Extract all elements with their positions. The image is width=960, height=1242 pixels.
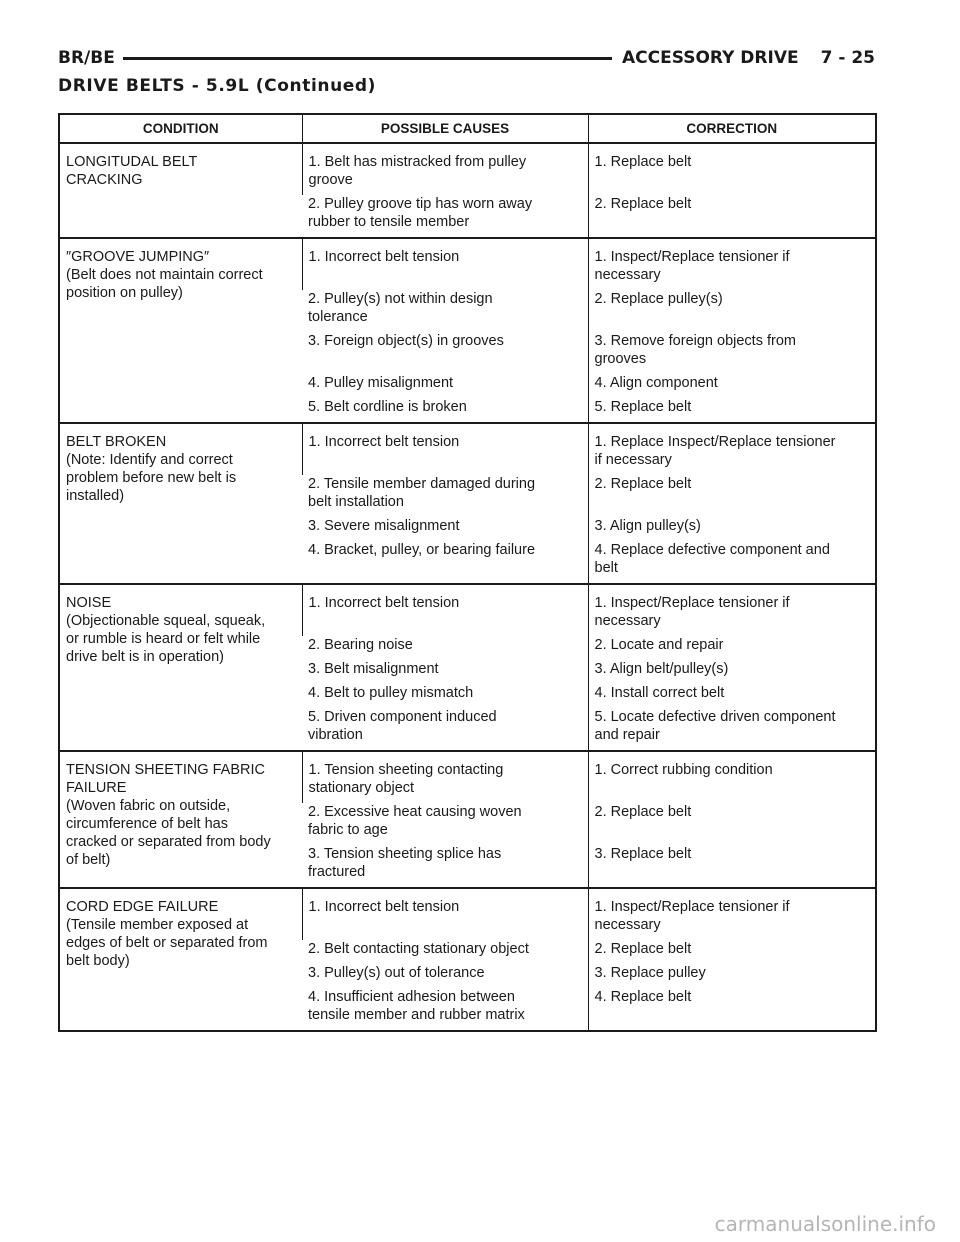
cause-cell: 2. Pulley groove tip has worn away rubber to tensile member: [308, 196, 533, 230]
condition-cell: ″GROOVE JUMPING″ (Belt does not maintain correct position on pulley): [59, 238, 302, 423]
cause-cell: 1. Tension sheeting contacting stationary object: [302, 751, 588, 803]
correction-cell: 3. Replace belt: [588, 845, 876, 888]
condition-cell: LONGITUDAL BELT CRACKING: [66, 154, 198, 188]
cause-cell: 4. Belt to pulley mismatch: [308, 685, 474, 701]
correction-cell: 1. Inspect/Replace tensioner if necessary: [588, 238, 876, 290]
correction-cell: 5. Replace belt: [588, 398, 876, 423]
cause-cell: 1. Incorrect belt tension: [302, 423, 588, 475]
correction-cell: 1. Correct rubbing condition: [588, 751, 876, 803]
correction-cell: 2. Replace belt: [588, 195, 876, 238]
correction-cell: 1. Inspect/Replace tensioner if necessary: [588, 888, 876, 940]
diagnosis-table: [58, 113, 877, 1032]
watermark: carmanualsonline.info: [714, 1212, 936, 1236]
cause-cell: 1. Incorrect belt tension: [302, 238, 588, 290]
correction-cell: 5. Locate defective driven component and repair: [588, 708, 876, 751]
correction-cell: 2. Replace pulley(s): [588, 290, 876, 332]
section-name: ACCESSORY DRIVE: [622, 48, 799, 68]
correction-cell: 3. Align pulley(s): [588, 517, 876, 541]
condition-cell: CORD EDGE FAILURE (Tensile member exposed at edges of belt or separated from belt body): [59, 888, 302, 1031]
cause-cell: 2. Belt contacting stationary object: [308, 941, 529, 957]
correction-cell: 4. Align component: [588, 374, 876, 398]
cause-cell: 3. Belt misalignment: [308, 661, 439, 677]
cause-cell: 4. Insufficient adhesion between tensile member and rubber matrix: [308, 989, 525, 1023]
table-body: [59, 143, 876, 1031]
cause-cell: 3. Severe misalignment: [308, 518, 460, 534]
page-number: 7 - 25: [820, 48, 875, 68]
cause-cell: 5. Belt cordline is broken: [308, 399, 467, 415]
correction-cell: 2. Replace belt: [588, 940, 876, 964]
condition-cell: NOISE (Objectionable squeal, squeak, or rumble is heard or felt while drive belt is in operation): [59, 584, 302, 751]
correction-cell: 3. Align belt/pulley(s): [588, 660, 876, 684]
table-header-row: [59, 114, 876, 143]
column-header-causes: POSSIBLE CAUSES: [302, 114, 588, 143]
cause-cell: 2. Tensile member damaged during belt installation: [308, 476, 536, 510]
correction-cell: 3. Replace pulley: [588, 964, 876, 988]
correction-cell: 4. Replace belt: [588, 988, 876, 1031]
table-row: [59, 143, 876, 195]
cause-cell: 4. Pulley misalignment: [308, 375, 454, 391]
cause-cell: 2. Bearing noise: [308, 637, 413, 653]
condition-cell: TENSION SHEETING FABRIC FAILURE (Woven fabric on outside, circumference of belt has cracked or separated from body of belt): [59, 751, 302, 888]
cause-cell: 4. Bracket, pulley, or bearing failure: [308, 542, 536, 558]
table-row: [59, 238, 876, 290]
cause-cell: 2. Pulley(s) not within design tolerance: [308, 291, 493, 325]
table-row: [59, 423, 876, 475]
correction-cell: 2. Replace belt: [588, 475, 876, 517]
table-row: [59, 888, 876, 940]
cause-cell: 3. Pulley(s) out of tolerance: [308, 965, 485, 981]
cause-cell: 5. Driven component induced vibration: [308, 709, 497, 743]
correction-cell: 4. Install correct belt: [588, 684, 876, 708]
header-rule: [123, 57, 612, 60]
condition-cell: BELT BROKEN (Note: Identify and correct problem before new belt is installed): [59, 423, 302, 584]
cause-cell: 1. Incorrect belt tension: [302, 888, 588, 940]
cause-cell: 1. Incorrect belt tension: [302, 584, 588, 636]
cause-cell: 2. Excessive heat causing woven fabric to age: [308, 804, 522, 838]
correction-cell: 1. Replace belt: [588, 143, 876, 195]
section-title: DRIVE BELTS - 5.9L (Continued): [58, 76, 377, 96]
correction-cell: 1. Replace Inspect/Replace tensioner if necessary: [588, 423, 876, 475]
correction-cell: 2. Replace belt: [588, 803, 876, 845]
correction-cell: 3. Remove foreign objects from grooves: [588, 332, 876, 374]
column-header-correction: CORRECTION: [588, 114, 876, 143]
correction-cell: 1. Inspect/Replace tensioner if necessary: [588, 584, 876, 636]
correction-cell: 4. Replace defective component and belt: [588, 541, 876, 584]
table-row: [59, 584, 876, 636]
table-row: [59, 751, 876, 803]
column-header-condition: CONDITION: [59, 114, 302, 143]
correction-cell: 2. Locate and repair: [588, 636, 876, 660]
cause-cell: 3. Tension sheeting splice has fractured: [308, 846, 502, 880]
page-header: [58, 44, 875, 72]
cause-cell: 1. Belt has mistracked from pulley groove: [302, 143, 588, 195]
model-code: BR/BE: [58, 48, 115, 68]
cause-cell: 3. Foreign object(s) in grooves: [308, 333, 504, 349]
